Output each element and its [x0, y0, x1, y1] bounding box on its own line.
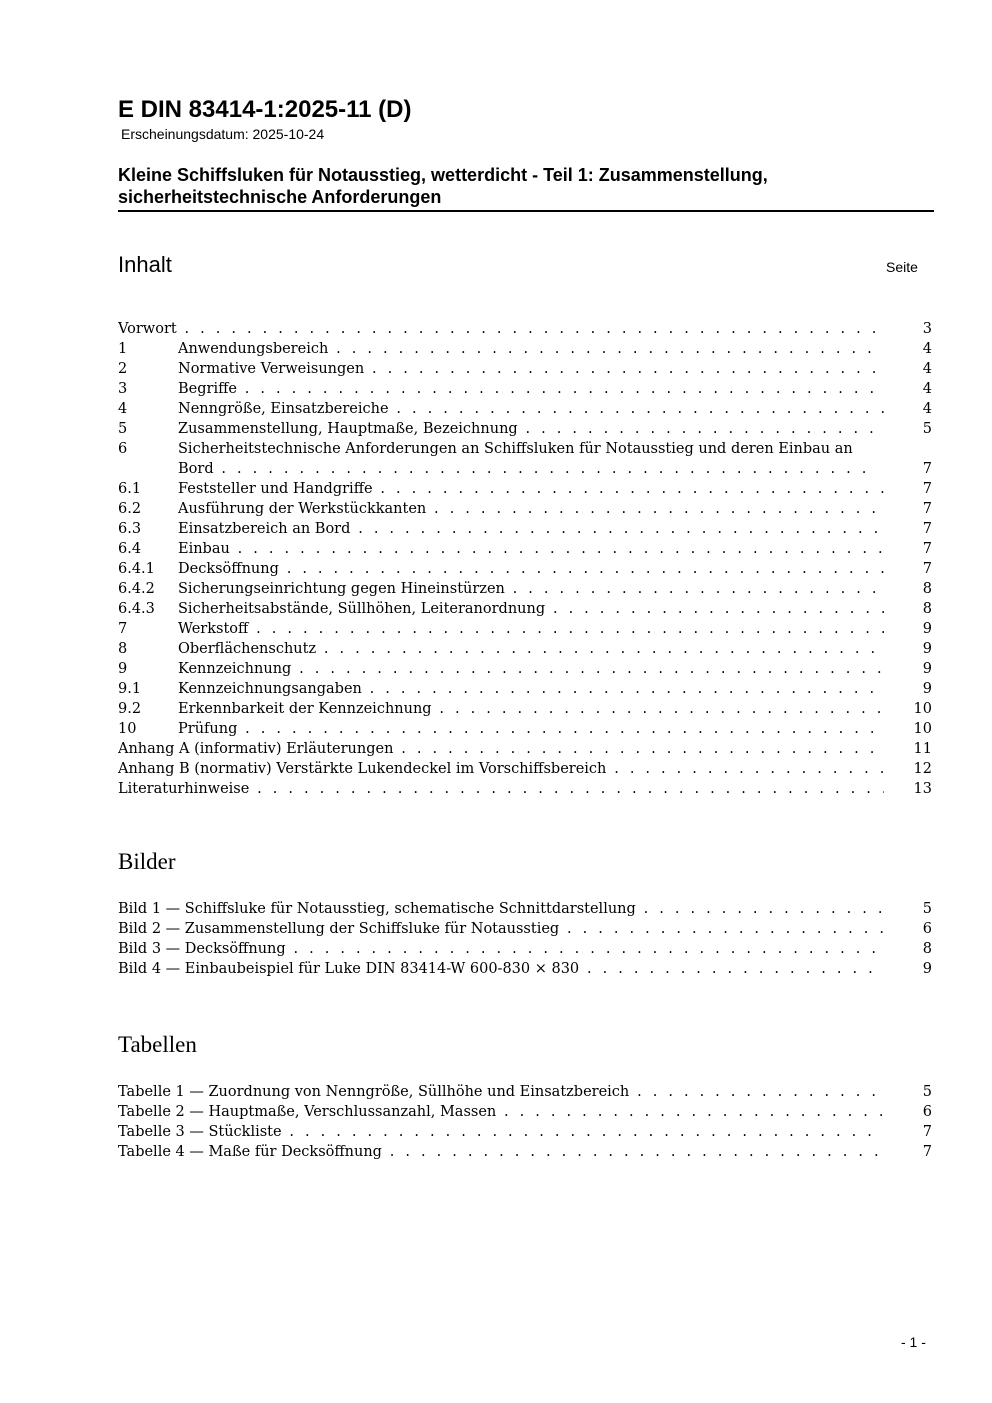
toc-entry[interactable]: [118, 559, 932, 579]
toc-entry-page: 8: [922, 581, 932, 597]
toc-entry-title: Prüfung: [178, 721, 238, 737]
dot-leader: [389, 401, 884, 417]
toc-entry-title: Einsatzbereich an Bord: [178, 521, 351, 537]
toc-entry-page: 9: [922, 661, 932, 677]
title-rule: [118, 210, 934, 212]
toc-entry[interactable]: [118, 439, 932, 479]
toc-entry-number: 6.1: [118, 481, 142, 497]
dot-leader: [237, 721, 884, 737]
dot-leader: [606, 761, 884, 777]
tables-list: [118, 1082, 932, 1162]
dot-leader: [373, 481, 884, 497]
toc-entry-page: 9: [922, 621, 932, 637]
publication-date: Erscheinungsdatum: 2025-10-24: [121, 126, 325, 142]
toc-entry[interactable]: [118, 779, 932, 799]
dot-leader: [636, 901, 884, 917]
dot-leader: [279, 561, 884, 577]
dot-leader: [328, 341, 884, 357]
toc-entry[interactable]: [118, 679, 932, 699]
toc-entry-page: 10: [913, 701, 932, 717]
toc-entry-page: 5: [922, 421, 932, 437]
toc-entry-title: Ausführung der Werkstückkanten: [178, 501, 427, 517]
dot-leader: [393, 741, 884, 757]
figures-heading: Bilder: [118, 849, 176, 874]
dot-leader: [545, 601, 884, 617]
toc-entry-page: 7: [922, 501, 932, 517]
toc-entry-page: 7: [922, 481, 932, 497]
toc-entry[interactable]: [118, 519, 932, 539]
toc-entry-page: 5: [922, 901, 932, 917]
toc-entry[interactable]: [118, 939, 932, 959]
contents-heading: Inhalt: [118, 252, 172, 277]
dot-leader: [579, 961, 884, 977]
toc-entry-number: 3: [118, 381, 128, 397]
toc-entry-page: 8: [922, 601, 932, 617]
toc-entry[interactable]: [118, 579, 932, 599]
document-id: E DIN 83414-1:2025-11 (D): [118, 96, 412, 123]
toc-entry-number: 10: [118, 721, 137, 737]
dot-leader: [362, 681, 884, 697]
dot-leader: [364, 361, 884, 377]
dot-leader: [316, 641, 884, 657]
toc-entry[interactable]: [118, 759, 932, 779]
toc-entry-number: 7: [118, 621, 128, 637]
toc-entry-number: 6.3: [118, 521, 142, 537]
toc-entry[interactable]: [118, 399, 932, 419]
toc-entry-page: 12: [913, 761, 932, 777]
toc-entry-title: Oberflächenschutz: [178, 641, 317, 657]
toc-entry-title: Kennzeichnung: [178, 661, 292, 677]
toc-entry[interactable]: [118, 599, 932, 619]
toc-entry-title: Kennzeichnungsangaben: [178, 681, 362, 697]
tables-heading: Tabellen: [118, 1032, 197, 1057]
toc-entry-title: Vorwort: [118, 321, 177, 337]
dot-leader: [177, 321, 884, 337]
toc-entry[interactable]: [118, 959, 932, 979]
toc-entry-number: 9.1: [118, 681, 142, 697]
toc-entry-page: 9: [922, 681, 932, 697]
toc-entry-page: 6: [922, 921, 932, 937]
toc-entry-title: Anwendungsbereich: [178, 341, 329, 357]
toc-entry-page: 3: [922, 321, 932, 337]
toc-entry[interactable]: [118, 359, 932, 379]
dot-leader: [559, 921, 884, 937]
dot-leader: [248, 621, 884, 637]
toc-entry-page: 9: [922, 641, 932, 657]
toc-entry-page: 4: [922, 401, 932, 417]
toc-entry-title: Sicherheitstechnische Anforderungen an Schiffsluken für Notausstieg und deren Einbau an Bord: [178, 441, 853, 477]
toc-entry-title: Bild 4 — Einbaubeispiel für Luke DIN 83414-W 600-830 × 830: [118, 961, 580, 977]
toc-entry-page: 4: [922, 361, 932, 377]
toc-entry-title: Literaturhinweise: [118, 781, 250, 797]
toc-entry[interactable]: [118, 739, 932, 759]
toc-entry-title: Einbau: [178, 541, 230, 557]
toc-entry[interactable]: [118, 339, 932, 359]
toc-entry[interactable]: [118, 659, 932, 679]
toc-entry-title: Anhang B (normativ) Verstärkte Lukendeckel im Vorschiffsbereich: [118, 761, 607, 777]
toc-entry-number: 6.4: [118, 541, 142, 557]
contents-list: [118, 319, 932, 799]
dot-leader: [291, 661, 884, 677]
toc-entry-page: 7: [922, 561, 932, 577]
toc-entry[interactable]: [118, 899, 932, 919]
toc-entry-title: Erkennbarkeit der Kennzeichnung: [178, 701, 432, 717]
toc-entry[interactable]: [118, 1102, 932, 1122]
toc-entry-number: 9: [118, 661, 128, 677]
dot-leader: [426, 501, 884, 517]
toc-entry-title: Bild 1 — Schiffsluke für Notausstieg, schematische Schnittdarstellung: [118, 901, 636, 917]
toc-entry-title: Begriffe: [178, 381, 237, 397]
toc-entry-number: 1: [118, 341, 128, 357]
toc-entry-title: Sicherungseinrichtung gegen Hineinstürzen: [178, 581, 505, 597]
toc-entry-page: 7: [922, 541, 932, 557]
toc-entry[interactable]: [118, 639, 932, 659]
toc-entry-title: Sicherheitsabstände, Süllhöhen, Leiteranordnung: [178, 601, 546, 617]
toc-entry-page: 9: [922, 961, 932, 977]
toc-entry-title: Tabelle 1 — Zuordnung von Nenngröße, Süllhöhe und Einsatzbereich: [118, 1084, 630, 1100]
dot-leader: [230, 541, 884, 557]
toc-entry-title: Decksöffnung: [178, 561, 279, 577]
document-title: Kleine Schiffsluken für Notausstieg, wetterdicht - Teil 1: Zusammenstellung, sicherheitstechnische Anforderungen: [118, 165, 768, 207]
toc-entry-number: 2: [118, 361, 128, 377]
toc-entry-title: Tabelle 4 — Maße für Decksöffnung: [118, 1144, 382, 1160]
toc-entry-number: 8: [118, 641, 128, 657]
toc-entry-page: 7: [922, 1124, 932, 1140]
toc-entry-title: Nenngröße, Einsatzbereiche: [178, 401, 389, 417]
dot-leader: [282, 1124, 884, 1140]
toc-entry-page: 8: [922, 941, 932, 957]
toc-entry[interactable]: [118, 379, 932, 399]
toc-entry-number: 6.4.1: [118, 561, 155, 577]
figures-list: [118, 899, 932, 979]
toc-entry-page: 5: [922, 1084, 932, 1100]
toc-entry[interactable]: [118, 319, 932, 339]
dot-leader: [350, 521, 884, 537]
toc-entry[interactable]: [118, 1082, 932, 1102]
dot-leader: [178, 461, 873, 479]
dot-leader: [237, 381, 884, 397]
toc-entry-number: 4: [118, 401, 128, 417]
toc-entry-page: 7: [922, 1144, 932, 1160]
toc-entry-page: 7: [922, 461, 932, 477]
toc-entry-title: Tabelle 2 — Hauptmaße, Verschlussanzahl, Massen: [118, 1104, 497, 1120]
toc-entry-number: 6.2: [118, 501, 142, 517]
toc-entry-page: 4: [922, 381, 932, 397]
dot-leader: [382, 1144, 884, 1160]
toc-entry-title: Bild 3 — Decksöffnung: [118, 941, 286, 957]
toc-entry-title: Tabelle 3 — Stückliste: [118, 1124, 282, 1140]
toc-entry[interactable]: [118, 539, 932, 559]
toc-entry[interactable]: [118, 499, 932, 519]
toc-entry-title: Werkstoff: [178, 621, 249, 637]
toc-entry-number: 6: [118, 441, 128, 457]
toc-entry-title: Zusammenstellung, Hauptmaße, Bezeichnung: [178, 421, 518, 437]
dot-leader: [249, 781, 884, 797]
toc-entry[interactable]: [118, 419, 932, 439]
dot-leader: [496, 1104, 884, 1120]
dot-leader: [505, 581, 884, 597]
toc-entry-number: 9.2: [118, 701, 142, 717]
toc-entry-page: 13: [913, 781, 932, 797]
toc-entry-page: 6: [922, 1104, 932, 1120]
toc-entry-page: 4: [922, 341, 932, 357]
dot-leader: [629, 1084, 884, 1100]
dot-leader: [286, 941, 884, 957]
toc-entry-number: 6.4.2: [118, 581, 155, 597]
toc-entry-page: 7: [922, 521, 932, 537]
toc-entry-page: 10: [913, 721, 932, 737]
toc-entry-title: Normative Verweisungen: [178, 361, 365, 377]
toc-entry[interactable]: [118, 699, 932, 719]
toc-entry[interactable]: [118, 619, 932, 639]
toc-entry[interactable]: [118, 479, 932, 499]
dot-leader: [432, 701, 884, 717]
toc-entry-title: Bild 2 — Zusammenstellung der Schiffsluke für Notausstieg: [118, 921, 560, 937]
toc-entry-title: Feststeller und Handgriffe: [178, 481, 373, 497]
toc-entry[interactable]: [118, 1142, 932, 1162]
page-column-label: Seite: [886, 259, 918, 275]
toc-entry-number: 6.4.3: [118, 601, 155, 617]
toc-entry[interactable]: [118, 919, 932, 939]
toc-entry-page: 11: [913, 741, 932, 757]
toc-entry[interactable]: [118, 1122, 932, 1142]
toc-entry[interactable]: [118, 719, 932, 739]
page-number: - 1 -: [901, 1334, 926, 1350]
toc-entry-number: 5: [118, 421, 128, 437]
dot-leader: [518, 421, 884, 437]
toc-entry-title: Anhang A (informativ) Erläuterungen: [118, 741, 394, 757]
